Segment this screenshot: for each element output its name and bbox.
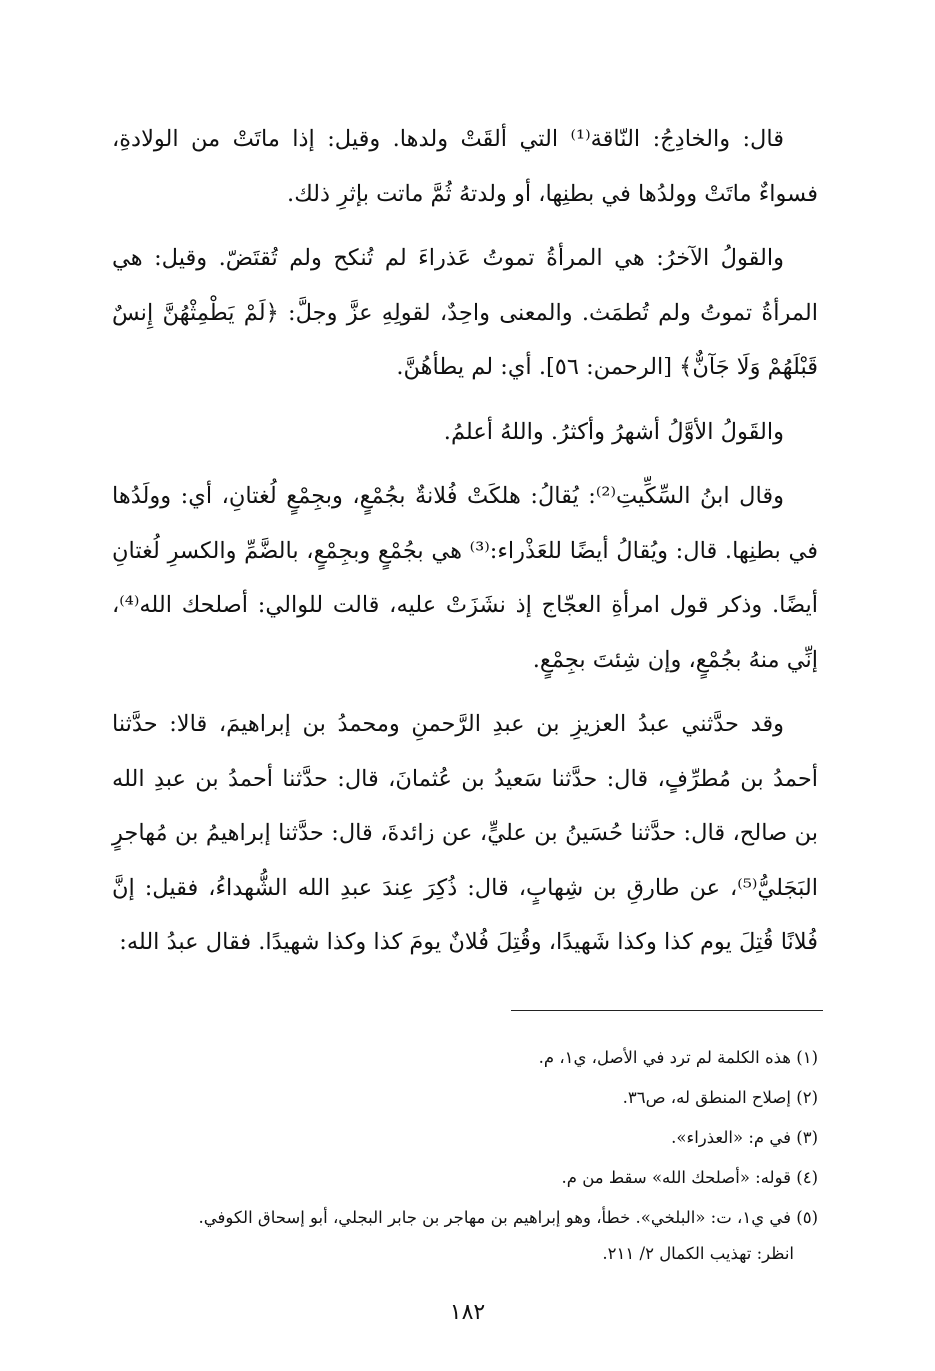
- page-number: ١٨٢: [449, 1300, 486, 1325]
- footnotes: [112, 1038, 818, 1274]
- footnote-1: (١) هذه الكلمة لم ترد في الأصل، ي١، م.: [538, 1048, 818, 1067]
- footnote-2: (٢) إصلاح المنطق له، ص٣٦.: [622, 1088, 818, 1107]
- footnote-5: (٥) في ي١، ت: «البلخي». خطأ، وهو إبراهيم بن مهاجر بن جابر البجلي، أبو إسحاق الكوفي.: [198, 1208, 818, 1227]
- footnote-3: (٣) في م: «العذراء».: [671, 1128, 818, 1147]
- paragraph-1: قال: والخادِجُ: النّاقة⁽¹⁾ التي ألقَتْ ولدها. وقيل: إذا ماتَتْ من الولادةِ، فسواءٌ ماتَتْ وولدُها في بطنِها، أو ولدتهُ ثُمَّ ماتت بإثرِ ذلك.: [112, 126, 818, 207]
- footnote-5-continuation: انظر: تهذيب الكمال ٢/ ٢١١.: [602, 1244, 794, 1263]
- paragraph-4: وقال ابنُ السِّكِّيتِ⁽²⁾: يُقالُ: هلكَتْ فُلانةٌ بجُمْعٍ، وبجِمْعٍ لُغتانِ، أي: وولَدُها في بطنِها. قال: ويُقالُ أيضًا للعَذْراء:⁽³⁾ هي بجُمْعٍ وبجِمْعٍ، بالضَّمِّ والكسرِ لُغتانِ أيضًا. وذكر قول امرأةِ العجّاج إذ نشَزَتْ عليه، قالت للوالي: أصلحك الله⁽⁴⁾، إنِّي منهُ بجُمْعٍ، وإن شِئتَ بجِمْعٍ.: [112, 483, 819, 673]
- paragraph-3: والقَولُ الأوَّلُ أشهرُ وأكثرُ. واللهُ أعلمُ.: [443, 418, 784, 445]
- footnote-separator: [511, 1010, 823, 1011]
- main-text: [112, 112, 818, 980]
- paragraph-5: وقد حدَّثني عبدُ العزيزِ بن عبدِ الرَّحمنِ ومحمدُ بن إبراهيمَ، قالا: حدَّثنا أحمدُ بن مُطرِّفٍ، قال: حدَّثنا سَعيدُ بن عُثمانَ، قال: حدَّثنا أحمدُ بن عبدِ الله بن صالح، قال: حدَّثنا حُسَينُ بن عليٍّ، عن زائدةَ، قال: حدَّثنا إبراهيمُ بن مُهاجرٍ البَجَليُّ⁽⁵⁾، عن طارقِ بن شِهابٍ، قال: ذُكِرَ عِندَ عبدِ الله الشُّهداءُ، فقيل: إنَّ فُلانًا قُتِلَ يوم كذا وكذا شَهيدًا، وقُتِلَ فُلانٌ يومَ كذا وكذا شهيدًا. فقال عبدُ الله:: [112, 711, 818, 955]
- footnote-4: (٤) قوله: «أصلحك الله» سقط من م.: [561, 1168, 818, 1187]
- paragraph-2: والقولُ الآخرُ: هي المرأةُ تموتُ عَذراءَ لم تُنكح ولم تُقتَضّ. وقيل: هي المرأةُ تموتُ ولم تُطمَث. والمعنى واحِدٌ، لقولِهِ عزَّ وجلَّ: ﴿لَمْ يَطْمِثْهُنَّ إِنسٌ قَبْلَهُمْ وَلَا جَآنٌّ﴾ [الرحمن: ٥٦]. أي: لم يطأهُنَّ.: [112, 245, 818, 380]
